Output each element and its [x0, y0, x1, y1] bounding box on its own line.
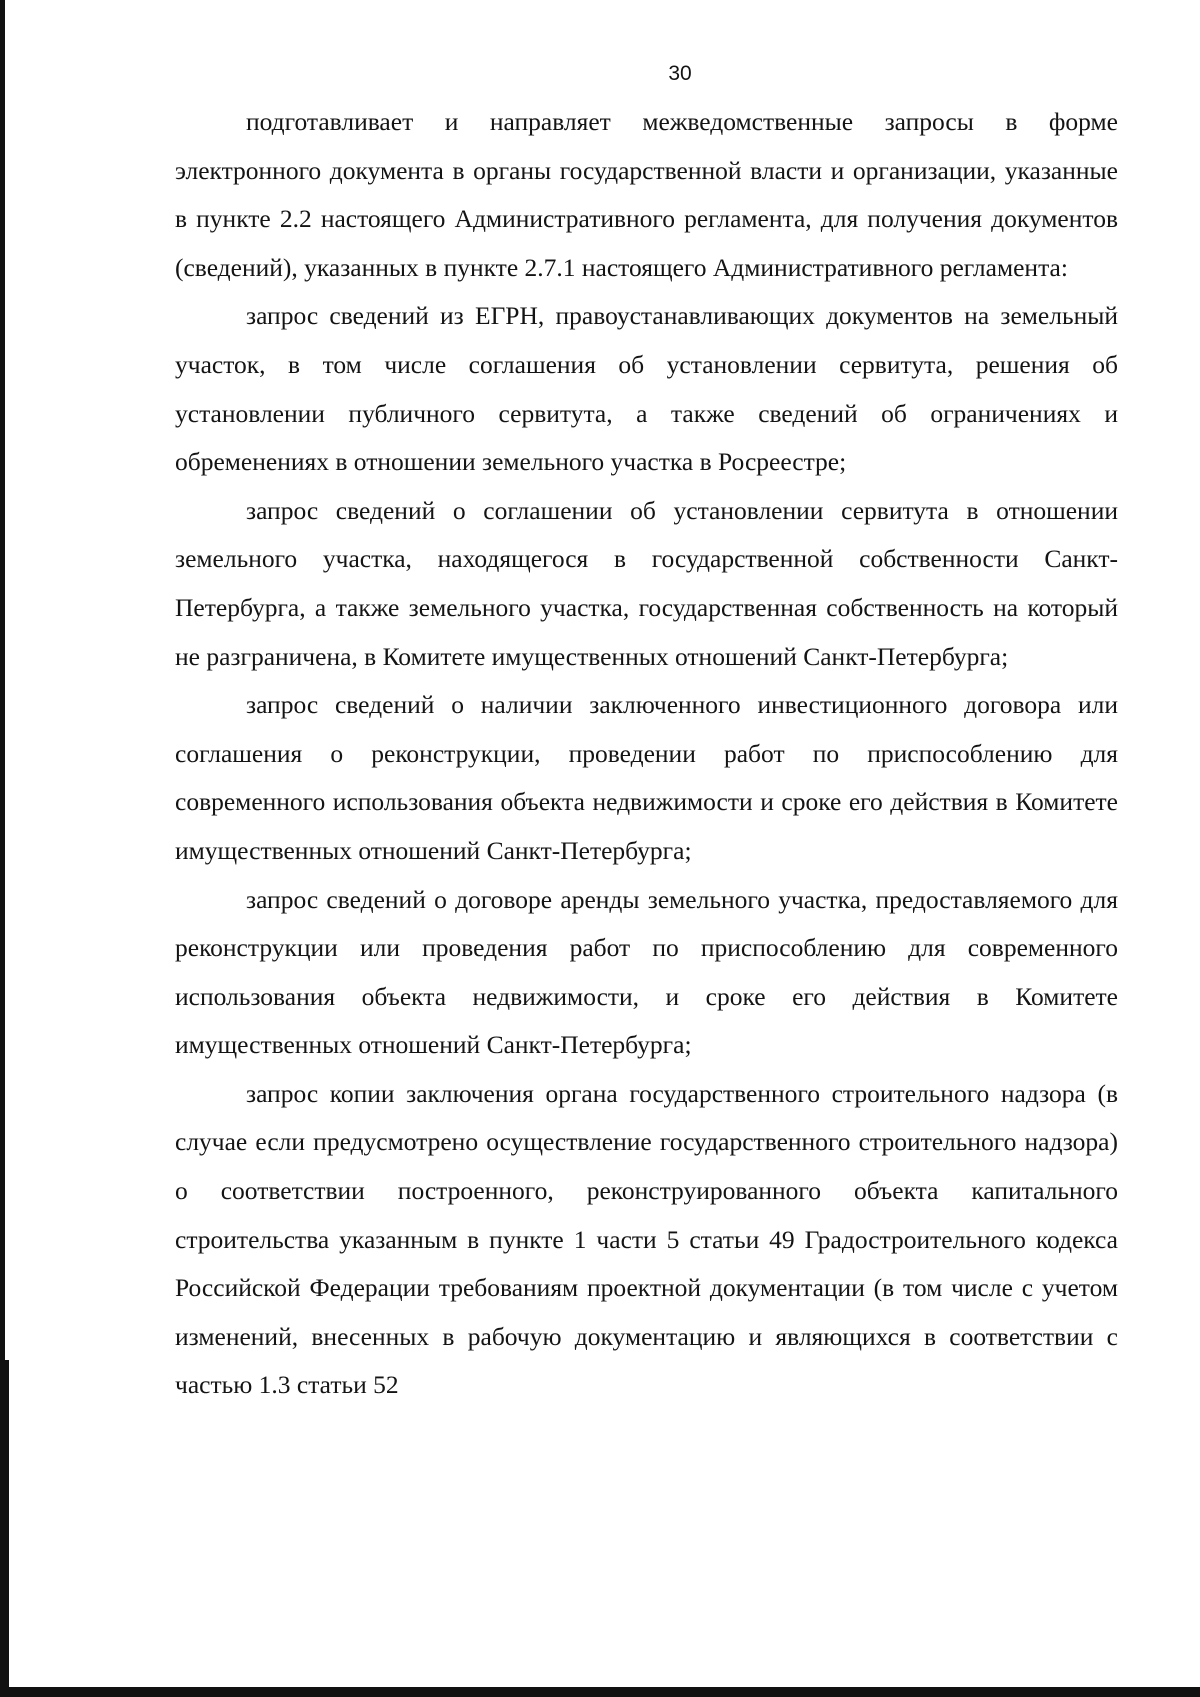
scan-edge-bottom	[0, 1687, 1200, 1697]
scan-edge-left-thick	[0, 1360, 9, 1697]
document-body	[175, 98, 1118, 1410]
paragraph-egrn-request: запрос сведений из ЕГРН, правоустанавливающих документов на земельный участок, в том числе соглашения об установлении сервитута, решения об установлении публичного сервитута, а также сведений об ограничениях и обременениях в отношении земельного участка в Росреестре;	[175, 301, 1118, 477]
page-number: 30	[668, 62, 692, 85]
paragraph-supervision-conclusion-request: запрос копии заключения органа государственного строительного надзора (в случае если предусмотрено осуществление государственного строительного надзора) о соответствии построенного, реконструированного объекта капитального строительства указанным в пункте 1 части 5 статьи 49 Градостроительного кодекса Российской Федерации требованиям проектной документации (в том числе с учетом изменений, внесенных в рабочую документацию и являющихся в соответствии с частью 1.3 статьи 52	[175, 1078, 1118, 1400]
paragraph-servitude-request: запрос сведений о соглашении об установлении сервитута в отношении земельного участка, находящегося в государственной собственности Санкт-Петербурга, а также земельного участка, государственная собственность на который не разграничена, в Комитете имущественных отношений Санкт-Петербурга;	[175, 495, 1118, 671]
paragraph-investment-contract-request: запрос сведений о наличии заключенного инвестиционного договора или соглашения о реконструкции, проведении работ по приспособлению для современного использования объекта недвижимости и сроке его действия в Комитете имущественных отношений Санкт-Петербурга;	[175, 690, 1118, 865]
paragraph-lease-request: запрос сведений о договоре аренды земельного участка, предоставляемого для реконструкции или проведения работ по приспособлению для современного использования объекта недвижимости, и сроке его действия в Комитете имущественных отношений Санкт-Петербурга;	[175, 884, 1118, 1060]
paragraph-intro: подготавливает и направляет межведомственные запросы в форме электронного документа в органы государственной власти и организации, указанные в пункте 2.2 настоящего Административного регламента, для получения документов (сведений), указанных в пункте 2.7.1 настоящего Административного регламента:	[175, 107, 1118, 282]
